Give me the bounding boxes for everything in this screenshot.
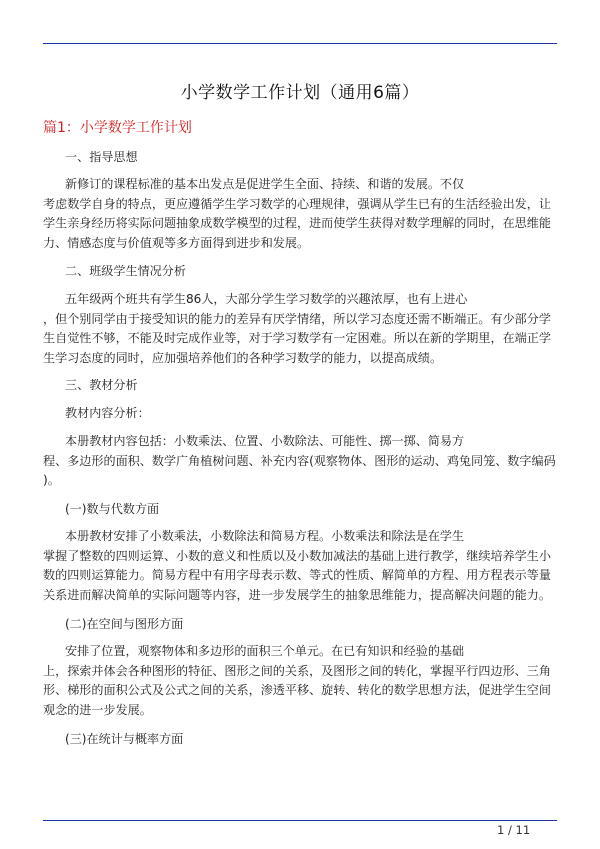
footer-rule <box>43 820 557 821</box>
text-line: 三、教材分析 <box>65 378 138 392</box>
text-line: 力、情感态度与价值观等多方面得到进步和发展。 <box>43 236 310 251</box>
text-line: 掌握了整数的四则运算、小数的意义和性质以及小数加减法的基础上进行教学，继续培养学生小 <box>43 548 551 563</box>
text-line: 考虑数学自身的特点，更应遵循学生学习数学的心理规律，强调从学生已有的生活经验出发，让 <box>43 196 551 211</box>
text-line: 关系进而解决简单的实际问题等内容，进一步发展学生的抽象思维能力，提高解决问题的能力。 <box>43 588 551 603</box>
text-line: 学生亲身经历将实际问题抽象成数学模型的过程，进而使学生获得对数学理解的同时，在思维能 <box>43 216 551 231</box>
heading-guiding-idea <box>43 148 557 168</box>
text-line: (二)在空间与图形方面 <box>65 617 184 631</box>
paragraph-space-geometry <box>43 642 557 721</box>
text-line: (一)数与代数方面 <box>65 502 160 516</box>
text-line: 本册教材安排了小数乘法，小数除法和简易方程。小数乘法和除法是在学生 <box>65 529 465 543</box>
text-line: 五年级两个班共有学生86人，大部分学生学习数学的兴趣浓厚，也有上进心 <box>65 292 468 306</box>
paragraph-guiding-idea <box>43 175 557 254</box>
heading-number-algebra <box>43 500 557 520</box>
text-line: ，但个别同学由于接受知识的能力的差异有厌学情绪，所以学习态度还需不断端正。有少部分学 <box>43 311 551 326</box>
document-title: 小学数学工作计划（通用6篇） <box>180 83 420 103</box>
text-line: (三)在统计与概率方面 <box>65 732 184 746</box>
text-line: 生自觉性不够，不能及时完成作业等，对于学习数学有一定困难。所以在新的学期里，在端正学 <box>43 331 551 346</box>
page-number: 1 / 11 <box>497 823 531 837</box>
text-line: 教材内容分析： <box>65 406 150 420</box>
paragraph-number-algebra <box>43 527 557 606</box>
header-rule <box>43 43 557 44</box>
section-heading: 篇1：小学数学工作计划 <box>43 120 192 136</box>
paragraph-content <box>43 432 557 491</box>
text-line: 安排了位置，观察物体和多边形的面积三个单元。在已有知识和经验的基础 <box>65 644 465 658</box>
paragraph-class-analysis <box>43 290 557 369</box>
text-line: )。 <box>43 473 60 488</box>
text-line: 本册教材内容包括：小数乘法、位置、小数除法、可能性、掷一掷、简易方 <box>65 434 465 448</box>
text-line: 观念的进一步发展。 <box>43 703 152 718</box>
text-line: 新修订的课程标准的基本出发点是促进学生全面、持续、和谐的发展。不仅 <box>65 177 465 191</box>
text-line: 二、班级学生情况分析 <box>65 264 186 278</box>
text-line: 一、指导思想 <box>65 150 138 164</box>
heading-statistics-probability <box>43 730 557 750</box>
text-line: 数的四则运算能力。简易方程中有用字母表示数、等式的性质、解简单的方程、用方程表示等量 <box>43 568 551 583</box>
text-line: 上，探索并体会各种图形的特征、图形之间的关系，及图形之间的转化，掌握平行四边形、三角 <box>43 663 551 678</box>
heading-class-analysis <box>43 262 557 282</box>
heading-space-geometry <box>43 615 557 635</box>
text-line: 生学习态度的同时，应加强培养他们的各种学习数学的能力，以提高成绩。 <box>43 351 443 366</box>
text-line: 形、梯形的面积公式及公式之间的关系，渗透平移、旋转、转化的数学思想方法，促进学生空间 <box>43 683 551 698</box>
heading-content-analysis <box>43 404 557 424</box>
text-line: 程、多边形的面积、数学广角植树问题、补充内容(观察物体、图形的运动、鸡兔同笼、数字编码 <box>43 453 556 468</box>
heading-textbook-analysis <box>43 376 557 396</box>
